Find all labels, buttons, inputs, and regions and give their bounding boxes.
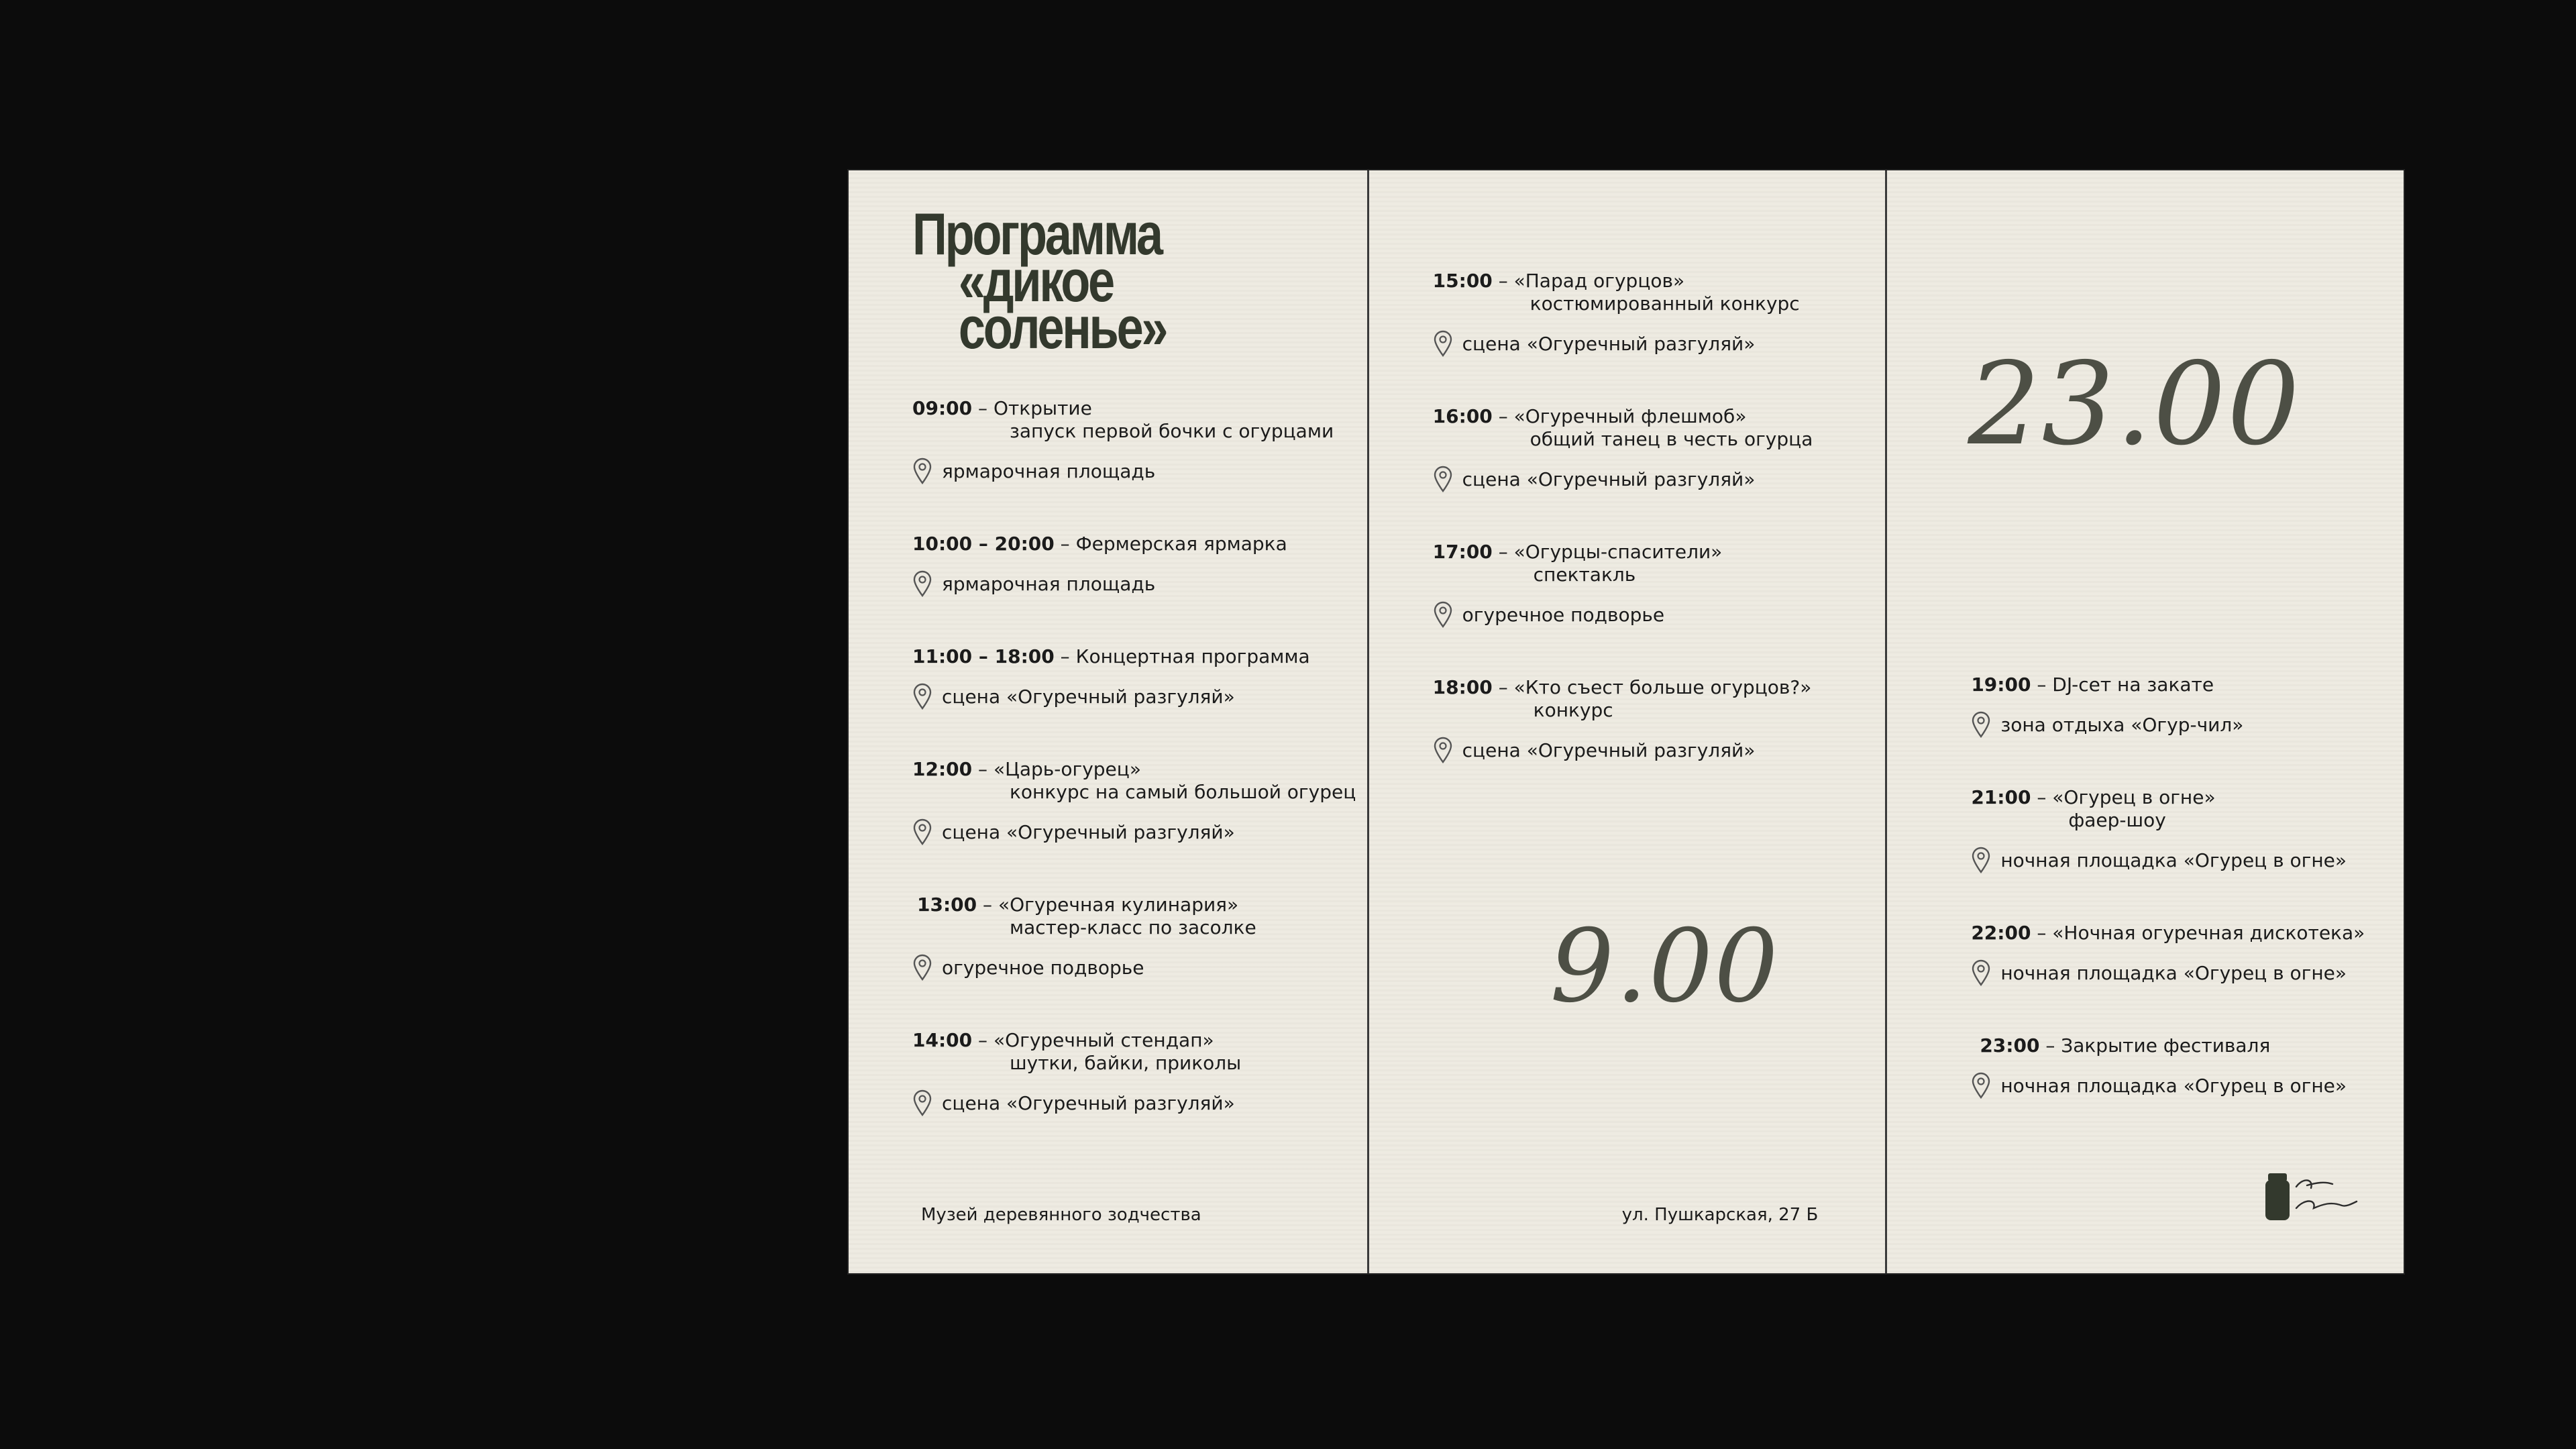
event-name: «Огуречный стендап» (993, 1029, 1214, 1051)
event-item: 09:00 – Открытие запуск первой бочки с огурцами ярмарочная площадь (912, 397, 1334, 484)
event-item: 21:00 – «Огурец в огне» фаер-шоу ночная площадка «Огурец в огне» (1971, 786, 2347, 873)
event-detail: конкурс (1533, 699, 1613, 721)
title-line-1: Программа (912, 201, 1161, 267)
event-time: 12:00 (912, 758, 973, 780)
title-line-2: «дикое соленье» (958, 248, 1167, 361)
event-time: 19:00 (1971, 674, 2031, 696)
address-footer: ул. Пушкарская, 27 Б (1621, 1205, 1819, 1225)
event-time: 23:00 (1980, 1034, 2040, 1057)
location-pin-icon (1971, 847, 1991, 873)
event-location: ночная площадка «Огурец в огне» (2000, 849, 2347, 871)
event-detail: запуск первой бочки с огурцами (1010, 420, 1334, 442)
location-pin-icon (1971, 959, 1991, 986)
event-item: 14:00 – «Огуречный стендап» шутки, байки, приколы сцена «Огуречный разгуляй» (912, 1029, 1241, 1116)
location-pin-icon (1433, 466, 1453, 492)
event-location: зона отдыха «Огур-чил» (2000, 713, 2244, 736)
event-name: «Царь-огурец» (993, 758, 1141, 780)
event-time: 15:00 (1432, 270, 1493, 292)
location-pin-icon (1433, 737, 1453, 763)
event-location: огуречное подворье (942, 956, 1144, 979)
event-name: Концертная программа (1075, 645, 1310, 667)
event-detail: шутки, байки, приколы (1010, 1052, 1242, 1074)
event-item: 17:00 – «Огурцы-спасители» спектакль огуречное подворье (1433, 541, 1723, 628)
event-location: сцена «Огуречный разгуляй» (1462, 739, 1756, 761)
event-location: сцена «Огуречный разгуляй» (1462, 468, 1756, 490)
event-location: сцена «Огуречный разгуляй» (942, 1091, 1235, 1114)
event-location: огуречное подворье (1462, 603, 1665, 626)
event-name: «Парад огурцов» (1513, 270, 1685, 292)
event-location: ярмарочная площадь (942, 460, 1156, 482)
event-detail: конкурс на самый большой огурец (1010, 781, 1356, 803)
event-name: DJ-сет на закате (2052, 674, 2214, 696)
location-pin-icon (912, 458, 932, 484)
event-item: 19:00 – DJ-сет на закате зона отдыха «Огур-чил» (1971, 674, 2243, 738)
event-detail: мастер-класс по засолке (1010, 916, 1256, 938)
event-time: 16:00 (1432, 405, 1493, 427)
festival-logo (2263, 1169, 2363, 1223)
event-location: сцена «Огуречный разгуляй» (942, 820, 1235, 843)
event-time: 18:00 (1432, 676, 1493, 698)
event-location: ночная площадка «Огурец в огне» (2000, 961, 2347, 984)
event-name: «Ночная огуречная дискотека» (2052, 922, 2365, 944)
panel-middle (1367, 170, 1886, 1273)
event-location: ярмарочная площадь (942, 572, 1156, 595)
location-pin-icon (1971, 711, 1991, 738)
event-item: 13:00 – «Огуречная кулинария» мастер-класс по засолке огуречное подворье (917, 894, 1256, 981)
venue-footer: Музей деревянного зодчества (921, 1205, 1201, 1225)
event-time: 13:00 (917, 894, 977, 916)
event-item: 16:00 – «Огуречный флешмоб» общий танец в честь огурца сцена «Огуречный разгуляй» (1433, 405, 1813, 492)
location-pin-icon (912, 683, 932, 710)
event-name: «Кто съест больше огурцов?» (1513, 676, 1812, 698)
event-detail: фаер-шоу (2068, 809, 2166, 831)
location-pin-icon (912, 1089, 932, 1116)
event-name: «Огуречный флешмоб» (1513, 405, 1747, 427)
event-location: сцена «Огуречный разгуляй» (942, 685, 1235, 708)
event-time: 17:00 (1432, 541, 1493, 563)
event-name: Открытие (993, 397, 1092, 419)
event-name: «Огурцы-спасители» (1513, 541, 1723, 563)
event-time: 09:00 (912, 397, 973, 419)
event-detail: спектакль (1533, 564, 1636, 586)
program-title (912, 201, 1285, 361)
location-pin-icon (912, 570, 932, 597)
panel-right (1885, 170, 2404, 1273)
location-pin-icon (1433, 601, 1453, 628)
event-name: «Огурец в огне» (2052, 786, 2216, 808)
event-item: 23:00 – Закрытие фестиваля ночная площадка «Огурец в огне» (1980, 1034, 2347, 1099)
location-pin-icon (1433, 330, 1453, 357)
location-pin-icon (912, 818, 932, 845)
event-name: Закрытие фестиваля (2061, 1034, 2271, 1057)
event-name: Фермерская ярмарка (1075, 533, 1287, 555)
event-item: 12:00 – «Царь-огурец» конкурс на самый большой огурец сцена «Огуречный разгуляй» (912, 758, 1356, 845)
event-item: 15:00 – «Парад огурцов» костюмированный конкурс сцена «Огуречный разгуляй» (1433, 270, 1800, 357)
event-time: 14:00 (912, 1029, 973, 1051)
event-item: 11:00 – 18:00 – Концертная программа сцена «Огуречный разгуляй» (912, 645, 1310, 710)
big-start-time: 9.00 (1550, 908, 1780, 1025)
event-detail: костюмированный конкурс (1529, 292, 1800, 315)
event-time: 10:00 – 20:00 (912, 533, 1055, 555)
event-item: 18:00 – «Кто съест больше огурцов?» конкурс сцена «Огуречный разгуляй» (1433, 676, 1812, 763)
event-item: 10:00 – 20:00 – Фермерская ярмарка ярмарочная площадь (912, 533, 1287, 597)
event-location: ночная площадка «Огурец в огне» (2000, 1074, 2347, 1097)
event-name: «Огуречная кулинария» (998, 894, 1239, 916)
event-item: 22:00 – «Ночная огуречная дискотека» ночная площадка «Огурец в огне» (1971, 922, 2365, 986)
panel-left (849, 170, 1367, 1273)
event-detail: общий танец в честь огурца (1529, 428, 1813, 450)
event-time: 21:00 (1971, 786, 2031, 808)
location-pin-icon (1971, 1072, 1991, 1099)
event-time: 11:00 – 18:00 (912, 645, 1055, 667)
brochure (847, 169, 2405, 1275)
location-pin-icon (912, 954, 932, 981)
event-time: 22:00 (1971, 922, 2031, 944)
event-location: сцена «Огуречный разгуляй» (1462, 332, 1756, 355)
big-end-time: 23.00 (1968, 338, 2302, 471)
